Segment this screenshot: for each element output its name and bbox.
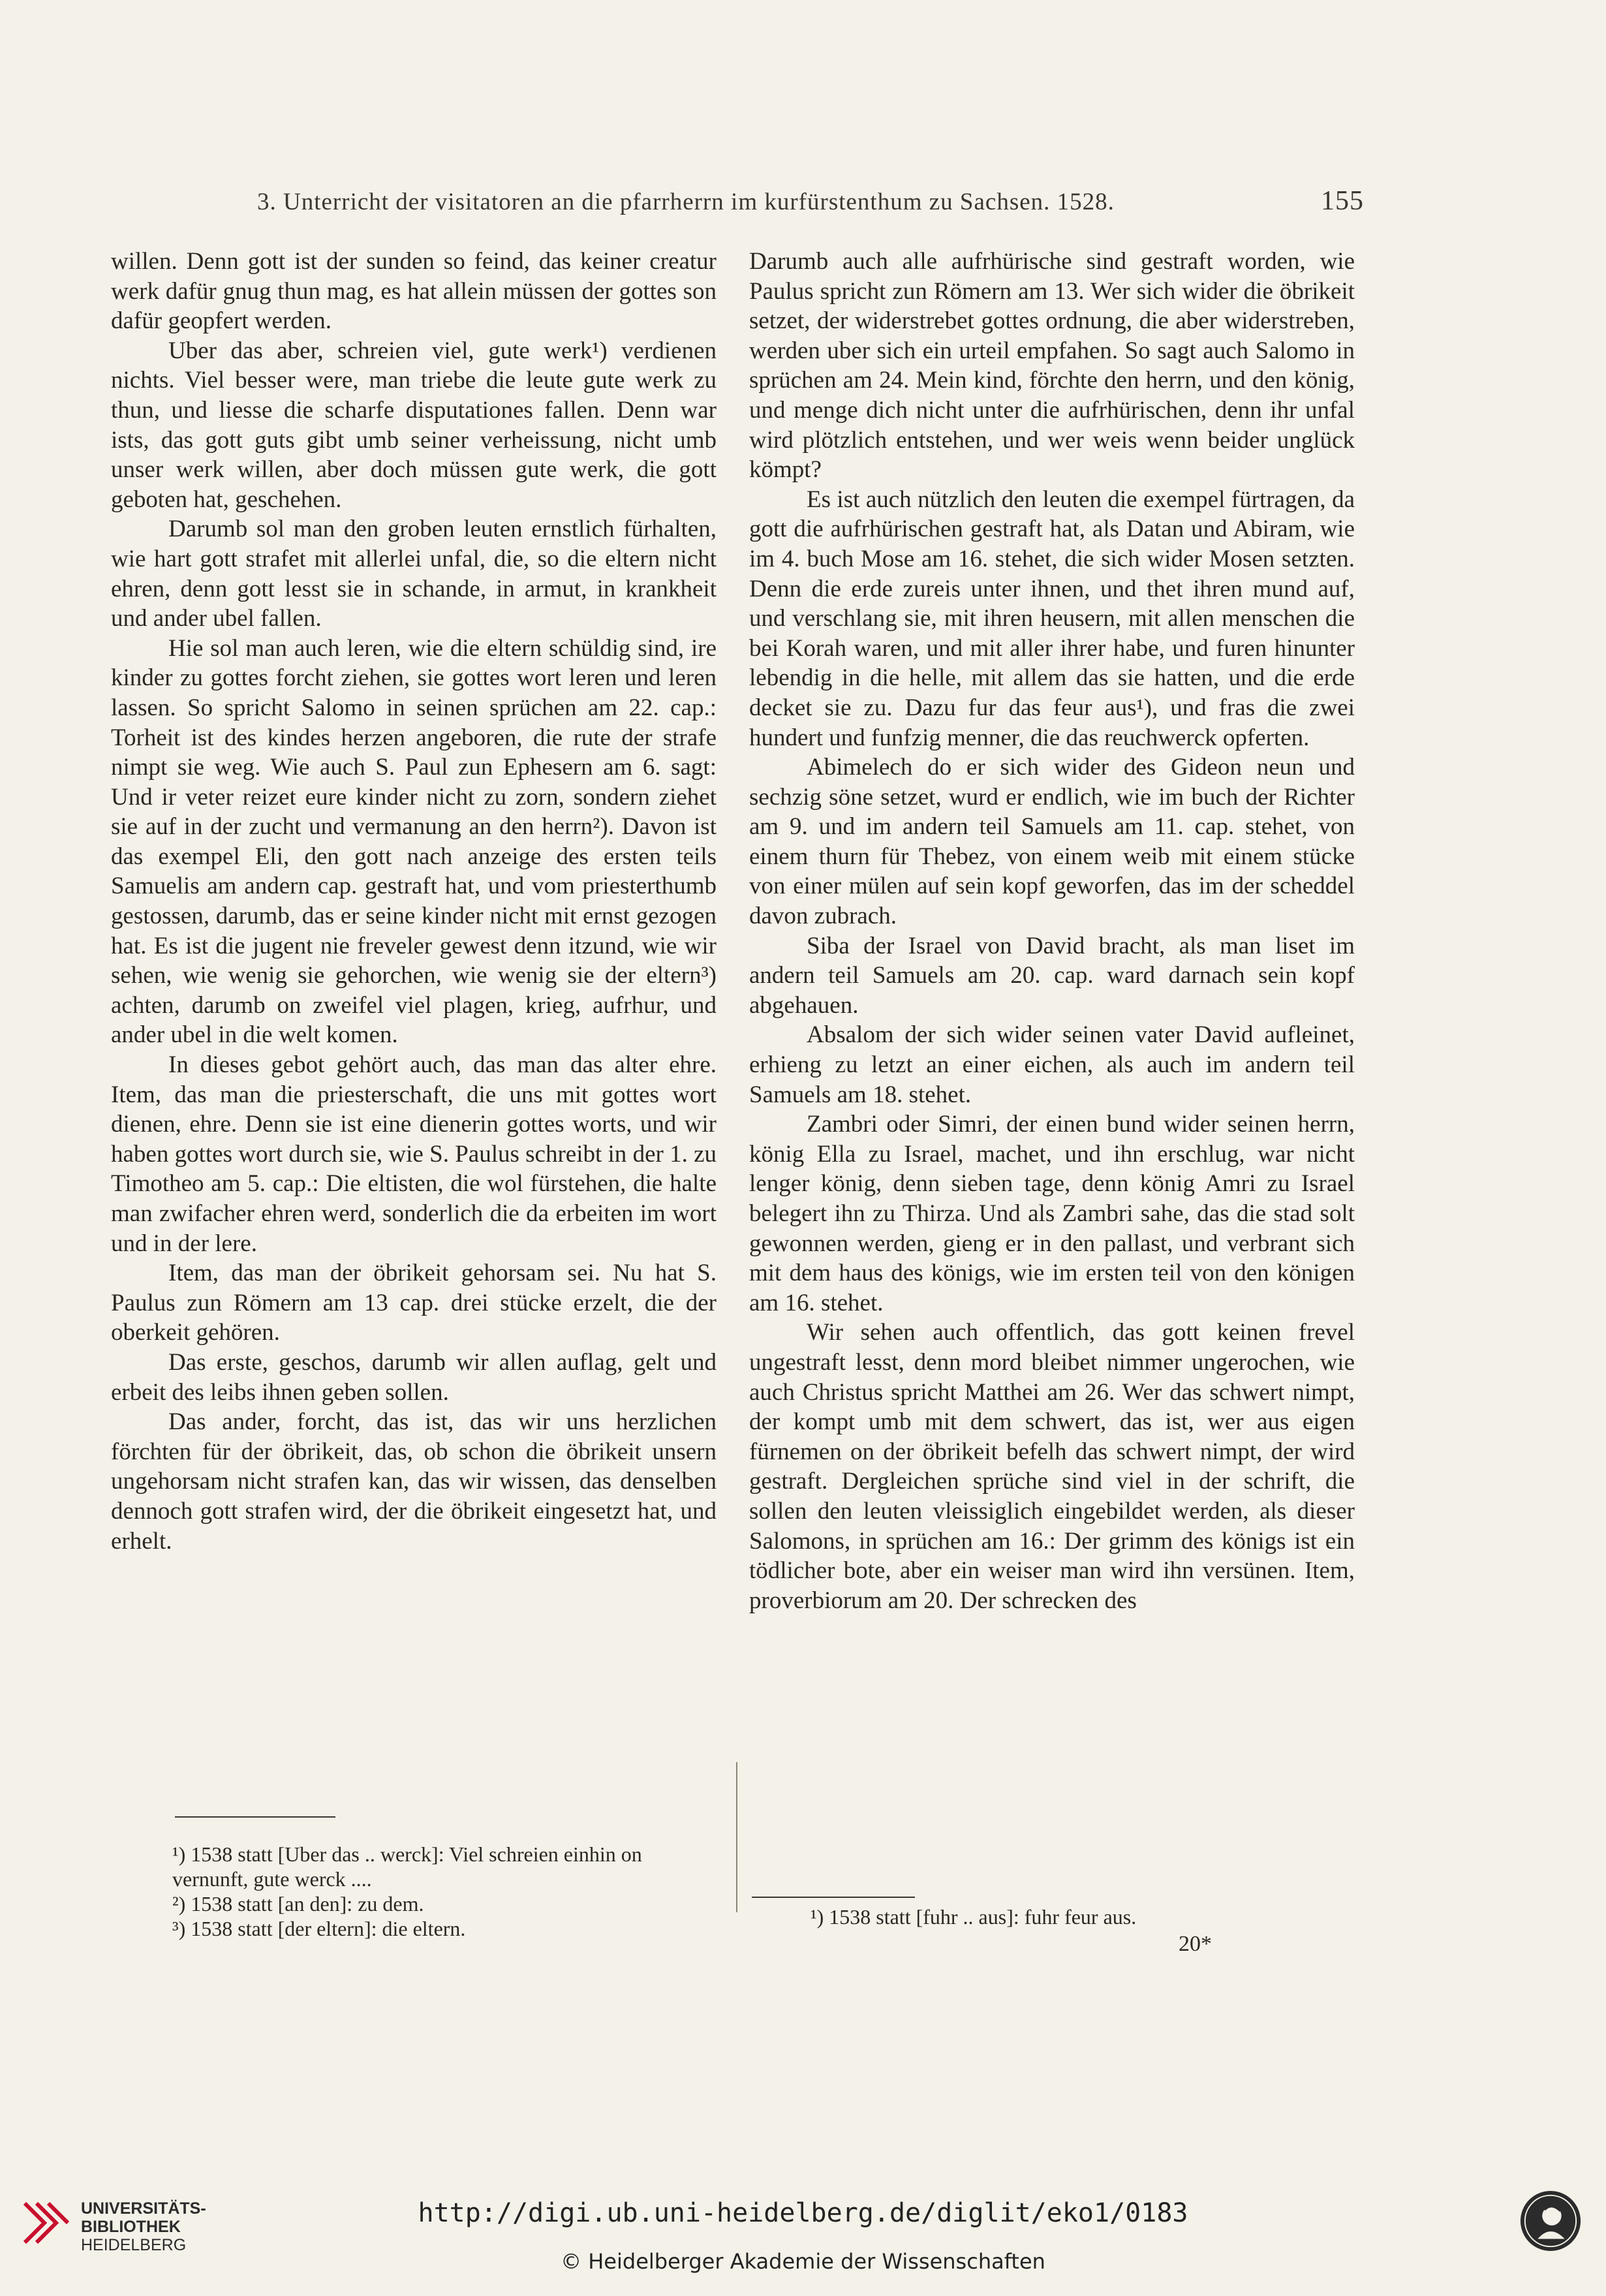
footnote-separator: [752, 1897, 915, 1898]
paragraph: Darumb auch alle aufrhürische sind gestraft worden, wie Paulus spricht zun Römern am 13. Wer sich wider die öbrikeit setzet, der widerstrebet gottes ordnung, die aber widerstreben, werden uber sich ein urteil empfahen. So sagt auch Salomo in sprüchen am 24. Mein kind, förchte den herrn, und den könig, und menge dich nicht unter die aufrhürischen, denn ihr unfal wird plötzlich entstehen, und wer weis wenn beider unglück kömpt?: [749, 248, 1355, 484]
paragraph: Item, das man der öbrikeit gehorsam sei. Nu hat S. Paulus zun Römern am 13 cap. drei stücke erzelt, die der oberkeit gehören.: [111, 1260, 717, 1346]
footnote: ³) 1538 statt [der eltern]: die eltern.: [172, 1917, 466, 1940]
signature-mark: 20*: [1179, 1932, 1212, 1956]
paragraph: willen. Denn gott ist der sunden so feind, das keiner creatur werk dafür gnug thun mag, es hat allein müssen der gottes son dafür geopfert werden.: [111, 248, 717, 335]
academy-seal-icon: [1519, 2189, 1583, 2253]
paragraph: Zambri oder Simri, der einen bund wider seinen herrn, könig Ella zu Israel, machet, und ihn erschlug, war nicht lenger könig, denn sieben tage, denn könig Amri zu Israel belegert ihn zu Thirza. Und als Zambri sahe, das die stad solt gewonnen werden, gieng er in den pallast, und verbrant sich mit dem haus des königs, wie im ersten teil von den königen am 16. stehet.: [749, 1111, 1355, 1316]
paragraph: In dieses gebot gehört auch, das man das alter ehre. Item, das man die priesterschaft, die uns mit gottes wort dienen, ehre. Denn sie ist eine dienerin gottes worts, und wir haben gottes wort durch sie, wie S. Paulus schreibt in der 1. zu Timotheo am 5. cap.: Die eltisten, die wol fürstehen, die halte man zwifacher ehren werd, sonderlich die da erbeiten im wort und in der lere.: [111, 1051, 717, 1257]
right-text-column: [749, 247, 1355, 1615]
running-header: [111, 180, 1364, 226]
paragraph: Hie sol man auch leren, wie die eltern schüldig sind, ire kinder zu gottes forcht ziehen, sie gottes wort leren und leren lassen. So spricht Salomo in seinen sprüchen am 22. cap.: Torheit ist des kindes herzen angeboren, die rute der strafe nimpt sie weg. Wie auch S. Paul zun Ephesern am 6. sagt: Und ir veter reizet eure kinder nicht zu zorn, sondern ziehet sie auf in der zucht und vermanung an den herrn²). Davon ist das exempel Eli, den gott nach anzeige des ersten teils Samuelis am andern cap. gestraft hat, und vom priesterthumb gestossen, darumb, das er seine kinder nicht mit ernst gezogen hat. Es ist die jugent nie freveler gewest denn itzund, wie wir sehen, wie wenig sie gehorchen, wie wenig sie der eltern³) achten, darumb on zweifel viel plagen, krieg, aufrhur, und ander ubel in die welt komen.: [111, 634, 717, 1049]
paragraph: Abimelech do er sich wider des Gideon neun und sechzig söne setzet, wurd er endlich, wie im buch der Richter am 9. und im andern teil Samuels am 11. cap. stehet, von einem thurn für Thebez, von einem weib mit einem stücke von einer mülen auf sein kopf geworfen, das im der scheddel davon zubrach.: [749, 754, 1355, 930]
paragraph: Wir sehen auch offentlich, das gott keinen frevel ungestraft lesst, denn mord bleibet nimmer ungerochen, wie auch Christus spricht Matthei am 26. Wer das schwert nimpt, der kompt umb mit dem schwert, das ist, wer aus eigen fürnemen on der öbrikeit befelh das schwert nimpt, der wird gestraft. Dergleichen sprüche sind viel in der schrift, die sollen den leuten vleissiglich eingebildet werden, als dieser Salomons, in sprüchen am 16.: Der grimm des königs ist ein tödlicher bote, aber ein weiser man wird ihn versünen. Item, proverbiorum am 20. Der schrecken des: [749, 1319, 1355, 1614]
column-divider: [736, 1762, 737, 1912]
page-number: 155: [1321, 186, 1364, 216]
footer: [0, 2180, 1606, 2296]
paragraph: Das erste, geschos, darumb wir allen auflag, gelt und erbeit des leibs ihnen geben sollen.: [111, 1348, 717, 1406]
footnote: ¹) 1538 statt [fuhr .. aus]: fuhr feur aus.: [811, 1905, 1137, 1929]
running-title: 3. Unterricht der visitatoren an die pfarrherrn im kurfürstenthum zu Sachsen. 1528.: [257, 189, 1115, 215]
footnotes-right: [749, 1904, 1355, 1929]
paragraph: Das ander, forcht, das ist, das wir uns herzlichen förchten für der öbrikeit, das, ob schon die öbrikeit unsern ungehorsam nicht strafen kan, das wir wissen, das denselben dennoch gott strafen wird, der die öbrikeit eingesetzt hat, und erhelt.: [111, 1408, 717, 1555]
paragraph: Absalom der sich wider seinen vater David aufleinet, erhieng zu letzt an einer eichen, als auch im andern teil Samuels am 18. stehet.: [749, 1021, 1355, 1108]
footnote: ¹) 1538 statt [Uber das .. werck]: Viel schreien einhin on vernunft, gute werck ....: [172, 1842, 642, 1891]
source-link[interactable]: http://digi.ub.uni-heidelberg.de/diglit/eko1/0183: [418, 2198, 1188, 2228]
left-text-column: [111, 247, 717, 1556]
library-name: UNIVERSITÄTS- BIBLIOTHEK HEIDELBERG: [81, 2199, 206, 2254]
paragraph: Es ist auch nützlich den leuten die exempel fürtragen, da gott die aufrhürischen gestraft hat, als Datan und Abiram, wie im 4. buch Mose am 16. stehet, die sich wider Mosen setzten. Denn die erde zureis unter ihnen, und thet ihren mund auf, und verschlang sie, mit ihren heusern, mit allen menschen die bei Korah waren, und mit aller ihrer habe, und furen hinunter lebendig in die helle, mit allem das sie hatten, und die erde decket sie zu. Dazu fur das feur aus¹), und fras die zwei hundert und funfzig menner, die das reuchwerck opferten.: [749, 486, 1355, 751]
paragraph: Darumb sol man den groben leuten ernstlich fürhalten, wie hart gott strafet mit allerlei unfal, die, so die eltern nicht ehren, denn gott lesst sie in schande, in armut, in krankheit und ander ubel fallen.: [111, 516, 717, 632]
footnote: ²) 1538 statt [an den]: zu dem.: [172, 1892, 424, 1916]
paragraph: Siba der Israel von David bracht, als man liset im andern teil Samuels am 20. cap. ward darnach sein kopf abgehauen.: [749, 932, 1355, 1019]
footnote-separator: [175, 1816, 335, 1818]
copyright-notice: © Heidelberger Akademie der Wissenschaften: [561, 2249, 1045, 2274]
footnotes-left: [111, 1842, 717, 1941]
paragraph: Uber das aber, schreien viel, gute werk¹) verdienen nichts. Viel besser were, man triebe die leute gute werk zu thun, und liesse die scharfe disputationes fallen. Denn war ists, das gott guts gibt umb seiner verheissung, nicht umb unser werk willen, aber doch müssen gute werk, die gott geboten hat, geschehen.: [111, 337, 717, 513]
